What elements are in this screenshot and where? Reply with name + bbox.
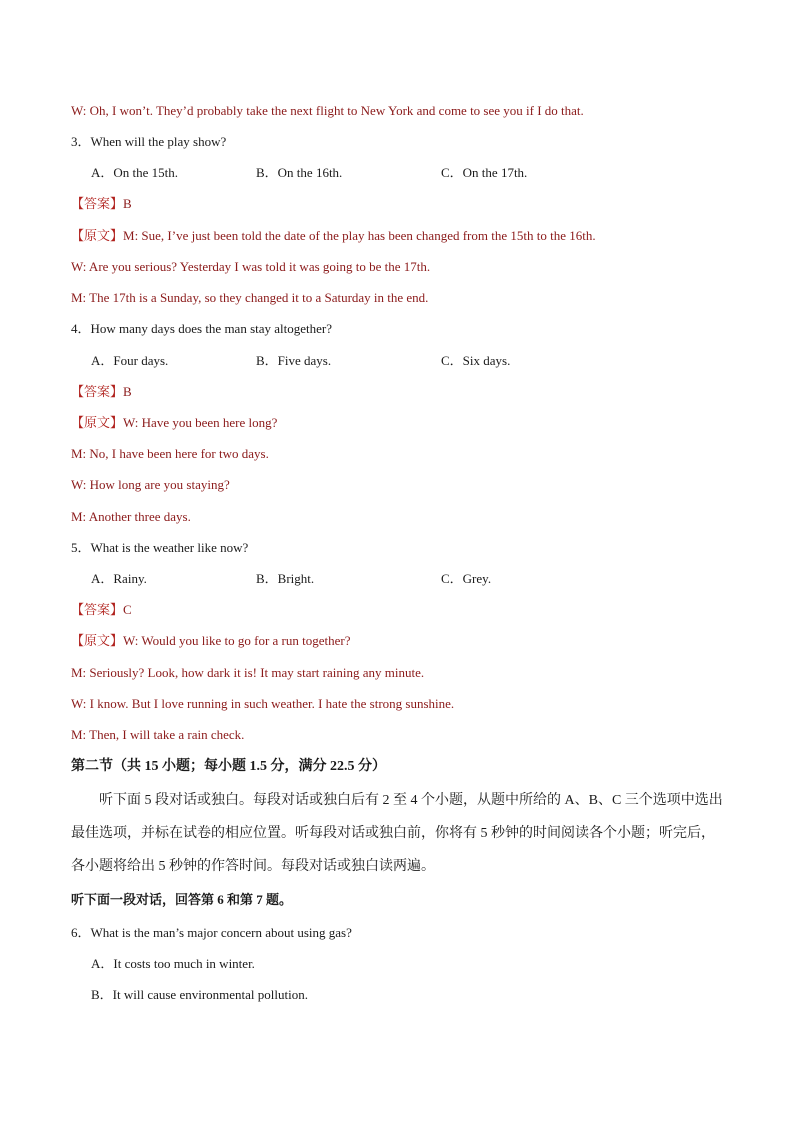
transcript-line: M: Then, I will take a rain check. bbox=[71, 727, 245, 742]
instructions-line: 听下面 5 段对话或独白。每段对话或独白后有 2 至 4 个小题，从题中所给的 A、B、C 三个选项中选出 bbox=[99, 793, 723, 808]
instructions-line: 各小题将给出 5 秒钟的作答时间。每段对话或独白读两遍。 bbox=[71, 859, 435, 874]
instructions-line: 最佳选项，并标在试卷的相应位置。听每段对话或独白前，你将有 5 秒钟的时间阅读各个小题；听完后， bbox=[71, 826, 715, 841]
transcript-line: W: How long are you staying? bbox=[71, 477, 230, 492]
answer-value: B bbox=[123, 384, 132, 399]
option-6b: B．It will cause environmental pollution. bbox=[91, 987, 308, 1002]
transcript-tag: 【原文】 bbox=[71, 633, 124, 648]
option-5c: C．Grey. bbox=[441, 571, 492, 586]
transcript-text: M: Sue, I’ve just been told the date of the play has been changed from the 15th to the 16th. bbox=[123, 228, 596, 243]
option-5a: A．Rainy. bbox=[91, 571, 147, 586]
section-heading: 第二节（共 15 小题；每小题 1.5 分，满分 22.5 分） bbox=[71, 759, 386, 774]
option-4a: A．Four days. bbox=[91, 353, 169, 368]
question-4: 4．How many days does the man stay altogether? bbox=[71, 321, 333, 336]
answer-value: B bbox=[123, 196, 132, 211]
transcript-line: M: No, I have been here for two days. bbox=[71, 446, 269, 461]
answer-3 bbox=[71, 195, 132, 212]
option-3c: C．On the 17th. bbox=[441, 165, 528, 180]
transcript-tag: 【原文】 bbox=[71, 415, 124, 430]
option-4b: B．Five days. bbox=[256, 353, 332, 368]
answer-tag: 【答案】 bbox=[71, 196, 124, 211]
transcript-line: M: Seriously? Look, how dark it is! It may start raining any minute. bbox=[71, 665, 425, 680]
answer-tag: 【答案】 bbox=[71, 602, 124, 617]
answer-tag: 【答案】 bbox=[71, 384, 124, 399]
question-6: 6．What is the man’s major concern about using gas? bbox=[71, 925, 352, 940]
transcript-line: W: Are you serious? Yesterday I was told it was going to be the 17th. bbox=[71, 259, 431, 274]
transcript-3 bbox=[71, 227, 596, 244]
transcript-tag: 【原文】 bbox=[71, 228, 124, 243]
option-3a: A．On the 15th. bbox=[91, 165, 179, 180]
option-4c: C．Six days. bbox=[441, 353, 511, 368]
transcript-line: W: Oh, I won’t. They’d probably take the next flight to New York and come to see you if I do that. bbox=[71, 103, 584, 118]
option-6a: A．It costs too much in winter. bbox=[91, 956, 255, 971]
transcript-line: M: Another three days. bbox=[71, 509, 191, 524]
answer-value: C bbox=[123, 602, 132, 617]
transcript-text: W: Have you been here long? bbox=[123, 415, 278, 430]
sub-instruction: 听下面一段对话，回答第 6 和第 7 题。 bbox=[71, 892, 293, 907]
question-3: 3．When will the play show? bbox=[71, 134, 227, 149]
transcript-4 bbox=[71, 414, 277, 431]
option-5b: B．Bright. bbox=[256, 571, 315, 586]
question-5: 5．What is the weather like now? bbox=[71, 540, 249, 555]
transcript-text: W: Would you like to go for a run together? bbox=[123, 633, 351, 648]
transcript-line: M: The 17th is a Sunday, so they changed it to a Saturday in the end. bbox=[71, 290, 429, 305]
transcript-line: W: I know. But I love running in such weather. I hate the strong sunshine. bbox=[71, 696, 455, 711]
option-3b: B．On the 16th. bbox=[256, 165, 343, 180]
answer-4 bbox=[71, 383, 132, 400]
answer-5 bbox=[71, 601, 132, 618]
transcript-5 bbox=[71, 632, 351, 649]
